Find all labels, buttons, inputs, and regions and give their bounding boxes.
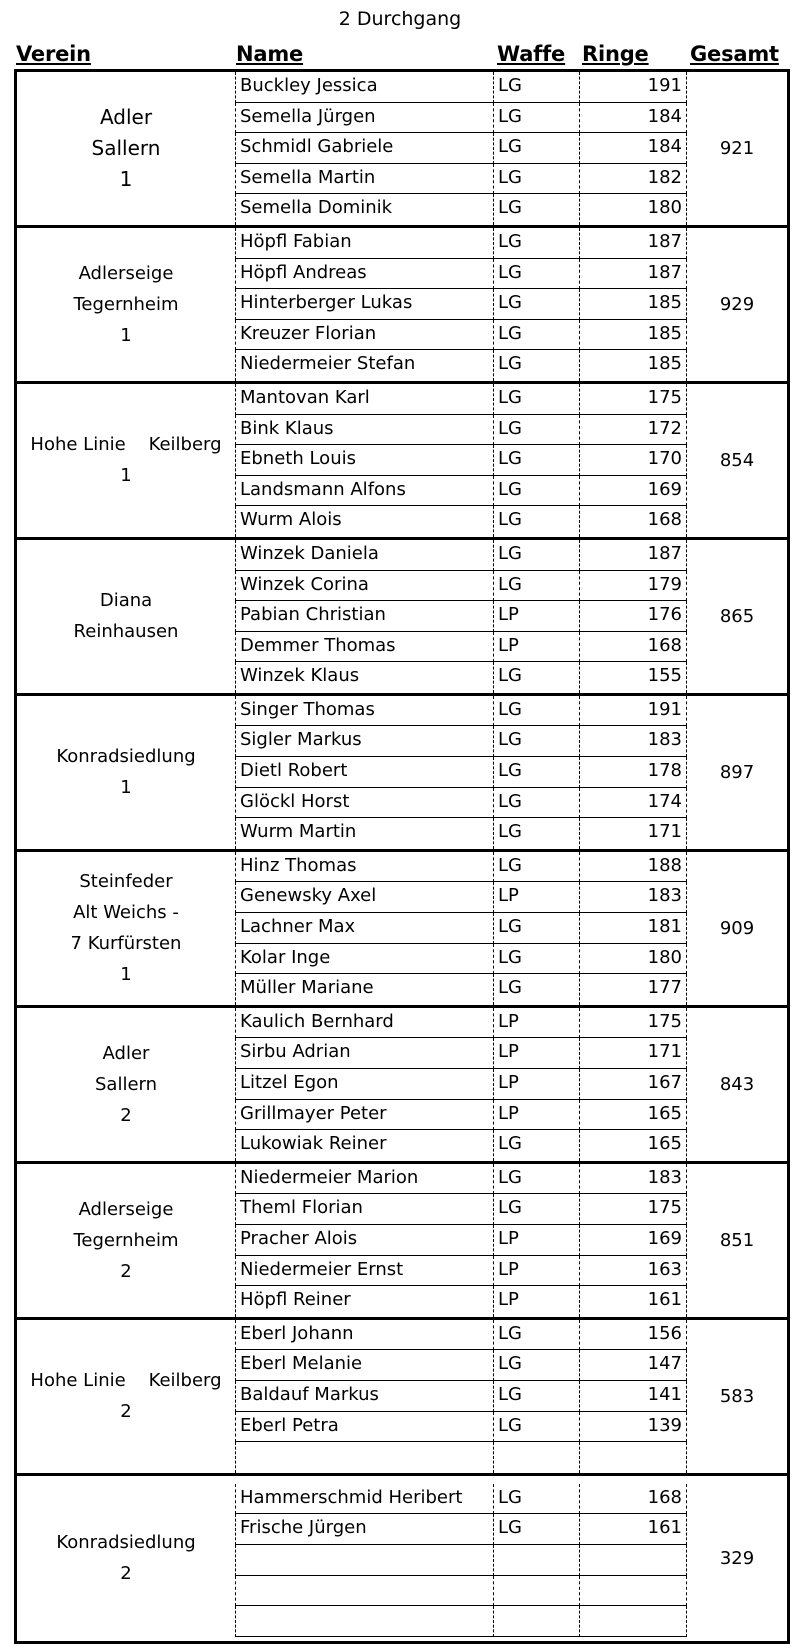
rings-cell: 178: [579, 757, 687, 788]
team-block: [14, 225, 790, 384]
weapon-cell: [493, 1442, 579, 1473]
rings-cell: 175: [579, 1194, 687, 1225]
shooter-name: Kaulich Bernhard: [235, 1008, 493, 1039]
shooter-name: Baldauf Markus: [235, 1381, 493, 1412]
weapon-cell: LG: [493, 103, 579, 134]
shooter-name: Grillmayer Peter: [235, 1100, 493, 1131]
club-name-line: Adler: [99, 104, 153, 129]
table-row: [235, 1545, 687, 1576]
table-row: [235, 1038, 687, 1069]
rings-cell: 179: [579, 571, 687, 602]
table-row: [235, 133, 687, 164]
rings-cell: 182: [579, 164, 687, 195]
weapon-cell: LG: [493, 384, 579, 415]
rings-cell: 161: [579, 1286, 687, 1317]
team-block: [14, 537, 790, 696]
weapon-cell: LP: [493, 601, 579, 632]
table-row: [235, 726, 687, 757]
weapon-cell: LG: [493, 506, 579, 537]
shooter-name: Niedermeier Ernst: [235, 1256, 493, 1287]
rings-cell: 187: [579, 540, 687, 571]
table-row: [235, 506, 687, 537]
shooter-name: Eberl Melanie: [235, 1350, 493, 1381]
club-name: [17, 1008, 235, 1161]
shooter-name: [235, 1606, 493, 1637]
weapon-cell: LG: [493, 788, 579, 819]
weapon-cell: LP: [493, 882, 579, 913]
rings-cell: 185: [579, 289, 687, 320]
weapon-cell: LG: [493, 228, 579, 259]
weapon-cell: LG: [493, 320, 579, 351]
weapon-cell: LG: [493, 913, 579, 944]
club-name-line: Adlerseige: [78, 1198, 174, 1220]
table-row: [235, 632, 687, 663]
table-row: [235, 974, 687, 1005]
shooter-name: Glöckl Horst: [235, 788, 493, 819]
weapon-cell: LP: [493, 1069, 579, 1100]
shooter-name: Lachner Max: [235, 913, 493, 944]
shooter-name: Niedermeier Stefan: [235, 350, 493, 381]
shooter-name: Niedermeier Marion: [235, 1164, 493, 1195]
weapon-cell: LG: [493, 1350, 579, 1381]
weapon-cell: LP: [493, 1286, 579, 1317]
rings-cell: 139: [579, 1412, 687, 1443]
shooter-rows: [235, 852, 687, 1005]
shooter-name: Demmer Thomas: [235, 632, 493, 663]
rings-cell: 180: [579, 944, 687, 975]
club-name-line: Tegernheim: [73, 293, 179, 315]
rings-cell: 185: [579, 350, 687, 381]
weapon-cell: LG: [493, 1130, 579, 1161]
table-row: [235, 1256, 687, 1287]
table-row: [235, 696, 687, 727]
shooter-name: Wurm Alois: [235, 506, 493, 537]
shooter-name: Schmidl Gabriele: [235, 133, 493, 164]
table-row: [235, 601, 687, 632]
table-row: [235, 1484, 687, 1515]
team-total: 329: [719, 1547, 755, 1569]
weapon-cell: LG: [493, 974, 579, 1005]
rings-cell: 171: [579, 1038, 687, 1069]
shooter-name: Theml Florian: [235, 1194, 493, 1225]
shooter-name: Kolar Inge: [235, 944, 493, 975]
rings-cell: 169: [579, 1225, 687, 1256]
club-name-line: 2: [120, 1563, 132, 1585]
page-title: 2 Durchgang: [338, 8, 462, 30]
weapon-cell: LG: [493, 350, 579, 381]
table-row: [235, 944, 687, 975]
weapon-cell: [493, 1576, 579, 1607]
weapon-cell: LG: [493, 259, 579, 290]
shooter-rows: [235, 1476, 687, 1641]
weapon-cell: LG: [493, 1320, 579, 1351]
team-total: 843: [719, 1073, 755, 1095]
rings-cell: [579, 1606, 687, 1637]
team-total: 929: [719, 293, 755, 315]
table-row: [235, 662, 687, 693]
club-name: [17, 228, 235, 381]
rings-cell: 165: [579, 1130, 687, 1161]
weapon-cell: LG: [493, 540, 579, 571]
table-row: [235, 384, 687, 415]
rings-cell: 183: [579, 726, 687, 757]
rings-cell: 170: [579, 445, 687, 476]
club-name-line: Steinfeder: [79, 871, 173, 893]
shooter-name: Eberl Johann: [235, 1320, 493, 1351]
results-table: [14, 72, 790, 1644]
table-row: [235, 350, 687, 381]
club-name-line: 7 Kurfürsten: [70, 933, 182, 955]
table-row: [235, 1514, 687, 1545]
rings-cell: 168: [579, 506, 687, 537]
club-name: [17, 852, 235, 1005]
shooter-name: Frische Jürgen: [235, 1514, 493, 1545]
club-name-line: Alt Weichs -: [73, 902, 179, 924]
table-row: [235, 289, 687, 320]
table-row: [235, 72, 687, 103]
table-row: [235, 228, 687, 259]
table-row: [235, 1130, 687, 1161]
table-row: [235, 1164, 687, 1195]
table-row: [235, 476, 687, 507]
shooter-rows: [235, 696, 687, 849]
weapon-cell: LP: [493, 1008, 579, 1039]
shooter-name: Hinterberger Lukas: [235, 289, 493, 320]
weapon-cell: LG: [493, 1484, 579, 1515]
club-name-line: Sallern: [91, 135, 161, 160]
table-row: [235, 788, 687, 819]
shooter-rows: [235, 1008, 687, 1161]
table-row: [235, 1008, 687, 1039]
rings-cell: 174: [579, 788, 687, 819]
rings-cell: 191: [579, 696, 687, 727]
shooter-name: Höpfl Fabian: [235, 228, 493, 259]
shooter-name: Semella Martin: [235, 164, 493, 195]
table-row: [235, 445, 687, 476]
weapon-cell: LG: [493, 1194, 579, 1225]
weapon-cell: LG: [493, 194, 579, 225]
weapon-cell: LG: [493, 415, 579, 446]
shooter-name: Eberl Petra: [235, 1412, 493, 1443]
shooter-rows: [235, 72, 687, 225]
rings-cell: 184: [579, 103, 687, 134]
table-row: [235, 1442, 687, 1473]
rings-cell: 177: [579, 974, 687, 1005]
header-gesamt: Gesamt: [690, 42, 779, 66]
club-name-line: 2: [120, 1104, 132, 1126]
header-waffe: Waffe: [497, 42, 566, 66]
club-name-line: Adlerseige: [78, 262, 174, 284]
rings-cell: 184: [579, 133, 687, 164]
team-block: [14, 1317, 790, 1476]
table-row: [235, 1100, 687, 1131]
table-row: [235, 757, 687, 788]
team-total: 909: [719, 917, 755, 939]
rings-cell: 187: [579, 259, 687, 290]
table-row: [235, 1286, 687, 1317]
club-name-line: Diana: [99, 590, 153, 612]
team-total: 851: [719, 1229, 755, 1251]
shooter-name: [235, 1545, 493, 1576]
table-row: [235, 259, 687, 290]
club-name-line: 1: [120, 324, 132, 346]
club-name-line: 2: [120, 1401, 132, 1423]
table-row: [235, 882, 687, 913]
table-row: [235, 1225, 687, 1256]
team-total: 921: [719, 137, 755, 159]
weapon-cell: LP: [493, 1038, 579, 1069]
rings-cell: 169: [579, 476, 687, 507]
rings-cell: 172: [579, 415, 687, 446]
table-row: [235, 540, 687, 571]
rings-cell: [579, 1576, 687, 1607]
header-name: Name: [236, 42, 304, 66]
club-name: [17, 1164, 235, 1317]
rings-cell: 175: [579, 384, 687, 415]
rings-cell: 171: [579, 818, 687, 849]
table-row: [235, 1576, 687, 1607]
club-name-line: Konradsiedlung: [56, 1532, 196, 1554]
rings-cell: 168: [579, 632, 687, 663]
club-name-line: 1: [120, 465, 132, 487]
rings-cell: 183: [579, 882, 687, 913]
table-row: [235, 913, 687, 944]
shooter-name: Müller Mariane: [235, 974, 493, 1005]
table-row: [235, 852, 687, 883]
club-name-line: Hohe Linie Keilberg: [30, 434, 222, 456]
weapon-cell: LG: [493, 1381, 579, 1412]
club-name-line: 1: [119, 166, 133, 191]
shooter-name: Sirbu Adrian: [235, 1038, 493, 1069]
club-name: [17, 696, 235, 849]
table-row: [235, 1606, 687, 1637]
table-row: [235, 194, 687, 225]
shooter-rows: [235, 1320, 687, 1473]
rings-cell: 168: [579, 1484, 687, 1515]
weapon-cell: LG: [493, 1164, 579, 1195]
club-name: [17, 1320, 235, 1473]
team-block: [14, 1473, 790, 1644]
rings-cell: 180: [579, 194, 687, 225]
team-block: [14, 69, 790, 228]
weapon-cell: LG: [493, 757, 579, 788]
team-block: [14, 849, 790, 1008]
rings-cell: 155: [579, 662, 687, 693]
weapon-cell: LP: [493, 1100, 579, 1131]
rings-cell: [579, 1442, 687, 1473]
shooter-rows: [235, 540, 687, 693]
shooter-name: Genewsky Axel: [235, 882, 493, 913]
weapon-cell: LG: [493, 164, 579, 195]
weapon-cell: LG: [493, 571, 579, 602]
shooter-name: Dietl Robert: [235, 757, 493, 788]
weapon-cell: LG: [493, 289, 579, 320]
weapon-cell: LP: [493, 1256, 579, 1287]
shooter-name: Mantovan Karl: [235, 384, 493, 415]
team-block: [14, 381, 790, 540]
rings-cell: 167: [579, 1069, 687, 1100]
shooter-rows: [235, 1164, 687, 1317]
shooter-name: Lukowiak Reiner: [235, 1130, 493, 1161]
shooter-name: Kreuzer Florian: [235, 320, 493, 351]
rings-cell: 188: [579, 852, 687, 883]
shooter-name: Bink Klaus: [235, 415, 493, 446]
rings-cell: 165: [579, 1100, 687, 1131]
shooter-name: Sigler Markus: [235, 726, 493, 757]
shooter-rows: [235, 228, 687, 381]
weapon-cell: LG: [493, 1514, 579, 1545]
club-name-line: 1: [120, 964, 132, 986]
table-row: [235, 320, 687, 351]
shooter-name: Semella Jürgen: [235, 103, 493, 134]
rings-cell: 147: [579, 1350, 687, 1381]
table-row: [235, 1320, 687, 1351]
club-name-line: 1: [120, 777, 132, 799]
shooter-name: [235, 1442, 493, 1473]
rings-cell: 163: [579, 1256, 687, 1287]
rings-cell: 181: [579, 913, 687, 944]
weapon-cell: LG: [493, 696, 579, 727]
team-total: 583: [719, 1385, 755, 1407]
table-row: [235, 1350, 687, 1381]
table-row: [235, 164, 687, 195]
shooter-name: Litzel Egon: [235, 1069, 493, 1100]
club-name: [17, 72, 235, 225]
rings-cell: 175: [579, 1008, 687, 1039]
weapon-cell: LG: [493, 72, 579, 103]
club-name-line: Hohe Linie Keilberg: [30, 1370, 222, 1392]
shooter-name: Hinz Thomas: [235, 852, 493, 883]
table-row: [235, 1069, 687, 1100]
table-row: [235, 415, 687, 446]
shooter-name: Singer Thomas: [235, 696, 493, 727]
weapon-cell: LP: [493, 632, 579, 663]
rings-cell: 141: [579, 1381, 687, 1412]
shooter-name: Winzek Klaus: [235, 662, 493, 693]
team-total: 897: [719, 761, 755, 783]
team-total: 854: [719, 449, 755, 471]
weapon-cell: LG: [493, 133, 579, 164]
shooter-name: Wurm Martin: [235, 818, 493, 849]
team-block: [14, 693, 790, 852]
club-name-line: 2: [120, 1260, 132, 1282]
rings-cell: 176: [579, 601, 687, 632]
weapon-cell: LG: [493, 662, 579, 693]
club-name-line: Tegernheim: [73, 1229, 179, 1251]
shooter-name: Hammerschmid Heribert: [235, 1484, 493, 1515]
shooter-name: Ebneth Louis: [235, 445, 493, 476]
shooter-name: Pabian Christian: [235, 601, 493, 632]
rings-cell: 156: [579, 1320, 687, 1351]
team-total: 865: [719, 605, 755, 627]
rings-cell: 185: [579, 320, 687, 351]
club-name-line: Reinhausen: [73, 621, 179, 643]
rings-cell: 161: [579, 1514, 687, 1545]
weapon-cell: LG: [493, 476, 579, 507]
shooter-name: [235, 1576, 493, 1607]
table-row: [235, 818, 687, 849]
table-row: [235, 1381, 687, 1412]
shooter-rows: [235, 384, 687, 537]
club-name-line: Adler: [102, 1042, 150, 1064]
table-row: [235, 1194, 687, 1225]
shooter-name: Buckley Jessica: [235, 72, 493, 103]
weapon-cell: [493, 1606, 579, 1637]
table-row: [235, 103, 687, 134]
rings-cell: [579, 1545, 687, 1576]
shooter-name: Winzek Corina: [235, 571, 493, 602]
weapon-cell: LG: [493, 726, 579, 757]
weapon-cell: LG: [493, 1412, 579, 1443]
weapon-cell: LG: [493, 818, 579, 849]
team-block: [14, 1161, 790, 1320]
shooter-name: Landsmann Alfons: [235, 476, 493, 507]
shooter-name: Semella Dominik: [235, 194, 493, 225]
club-name: [17, 1476, 235, 1641]
shooter-name: Höpfl Andreas: [235, 259, 493, 290]
rings-cell: 191: [579, 72, 687, 103]
rings-cell: 187: [579, 228, 687, 259]
club-name-line: Konradsiedlung: [56, 746, 196, 768]
weapon-cell: LP: [493, 1225, 579, 1256]
table-row: [235, 1412, 687, 1443]
header-verein: Verein: [16, 42, 91, 66]
club-name-line: Sallern: [94, 1073, 158, 1095]
shooter-name: Winzek Daniela: [235, 540, 493, 571]
table-row: [235, 571, 687, 602]
weapon-cell: [493, 1545, 579, 1576]
team-block: [14, 1005, 790, 1164]
club-name: [17, 540, 235, 693]
shooter-name: Pracher Alois: [235, 1225, 493, 1256]
header-ringe: Ringe: [582, 42, 649, 66]
shooter-name: Höpfl Reiner: [235, 1286, 493, 1317]
weapon-cell: LG: [493, 445, 579, 476]
club-name: [17, 384, 235, 537]
weapon-cell: LG: [493, 852, 579, 883]
weapon-cell: LG: [493, 944, 579, 975]
rings-cell: 183: [579, 1164, 687, 1195]
